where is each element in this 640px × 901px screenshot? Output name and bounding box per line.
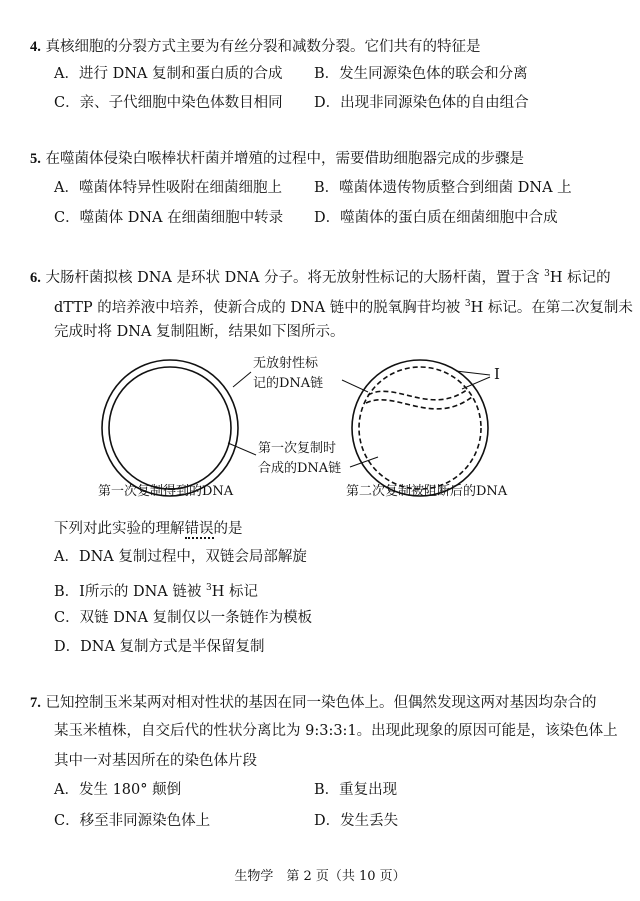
label-roman-one: Ⅰ [494, 365, 500, 383]
right-bubble-strand-upper [368, 389, 468, 400]
q6-line1-text-a: 大肠杆菌拟核 DNA 是环状 DNA 分子。将无放射性标记的大肠杆菌，置于含 [45, 270, 545, 286]
question-4-text: 真核细胞的分裂方式主要为有丝分裂和减数分裂。它们共有的特征是 [45, 39, 481, 55]
leader-first-left [228, 443, 256, 455]
caption-right: 第二次复制被阻断后的DNA [346, 484, 508, 499]
question-7-option-c: C．移至非同源染色体上 [54, 813, 211, 829]
right-inner-strand [359, 367, 481, 489]
question-7-stem-line-2: 某玉米植株，自交后代的性状分离比为 9:3:3:1。出现此现象的原因可能是，该染色体上 [54, 723, 618, 739]
question-6-option-b [54, 578, 258, 602]
question-4-number: 4. [30, 39, 41, 55]
q7-line1-text: 已知控制玉米某两对相对性状的基因在同一染色体上。但偶然发现这两对基因均杂合的 [45, 695, 597, 711]
question-5-text: 在噬菌体侵染白喉棒状杆菌并增殖的过程中，需要借助细胞器完成的步骤是 [45, 151, 524, 167]
question-6-stem-line-1 [30, 264, 611, 288]
question-5-option-d: D．噬菌体的蛋白质在细菌细胞中合成 [314, 210, 558, 226]
question-7-stem-line-3: 其中一对基因所在的染色体片段 [54, 753, 257, 769]
page-footer: 生物学 第 2 页（共 10 页） [234, 869, 406, 884]
question-7-option-b: B．重复出现 [314, 782, 398, 798]
q6-option-b-text-a: B．Ⅰ所示的 DNA 链被 [54, 584, 206, 600]
question-5-option-b: B．噬菌体遗传物质整合到细菌 DNA 上 [314, 180, 572, 196]
q6-line1-superscript: 3 [544, 269, 550, 279]
question-7-number: 7. [30, 695, 41, 711]
question-6-stem-line-3: 完成时将 DNA 复制阻断，结果如下图所示。 [54, 324, 345, 340]
question-4-option-a: A．进行 DNA 复制和蛋白质的合成 [54, 66, 283, 82]
question-6-prompt [54, 519, 243, 539]
question-7-stem-line-1 [30, 693, 596, 713]
label-first-replication-line2: 合成的DNA链 [258, 461, 342, 476]
question-7-option-d: D．发生丢失 [314, 813, 399, 829]
question-6-stem-line-2 [54, 294, 633, 318]
q6-option-b-superscript: 3 [206, 583, 212, 593]
label-unlabeled-strand-line2: 记的DNA链 [253, 376, 324, 391]
q6-prompt-emphasis: 错误 [184, 521, 214, 537]
left-outer-strand [102, 360, 238, 496]
q6-option-b-text-b: H 标记 [211, 584, 258, 600]
q6-line2-text-b: H 标记。在第二次复制未 [470, 300, 633, 316]
q6-line2-superscript: 3 [464, 299, 471, 309]
q6-line1-text-b: H 标记的 [549, 270, 611, 286]
question-4-stem [30, 37, 480, 57]
question-7-option-a: A．发生 180° 颠倒 [54, 782, 182, 798]
question-4-option-c: C．亲、子代细胞中染色体数目相同 [54, 95, 283, 111]
q6-prompt-text-b: 的是 [213, 521, 243, 537]
left-inner-strand [109, 367, 231, 489]
question-6-option-c: C．双链 DNA 复制仅以一条链作为模板 [54, 610, 313, 626]
q6-line2-text-a: dTTP 的培养液中培养，使新合成的 DNA 链中的脱氧胸苷均被 [54, 300, 465, 316]
right-outer-strand [352, 360, 488, 496]
question-6-option-d: D．DNA 复制方式是半保留复制 [54, 639, 265, 655]
label-first-replication-line1: 第一次复制时 [258, 441, 337, 456]
leader-unlabeled-left [233, 372, 251, 387]
question-5-option-a: A．噬菌体特异性吸附在细菌细胞上 [54, 180, 282, 196]
leader-unlabeled-right [342, 380, 368, 392]
question-4-option-d: D．出现非同源染色体的自由组合 [314, 95, 529, 111]
dna-replication-figure [0, 345, 640, 505]
question-6-option-a: A．DNA 复制过程中，双链会局部解旋 [54, 549, 307, 565]
q6-prompt-text-a: 下列对此实验的理解 [54, 521, 185, 537]
question-5-option-c: C．噬菌体 DNA 在细菌细胞中转录 [54, 210, 284, 226]
caption-left: 第一次复制得到的DNA [98, 484, 234, 499]
question-6-number: 6. [30, 270, 41, 286]
question-5-number: 5. [30, 151, 41, 167]
label-unlabeled-strand-line1: 无放射性标 [253, 356, 319, 371]
question-4-option-b: B．发生同源染色体的联会和分离 [314, 66, 528, 82]
question-5-stem [30, 149, 524, 169]
